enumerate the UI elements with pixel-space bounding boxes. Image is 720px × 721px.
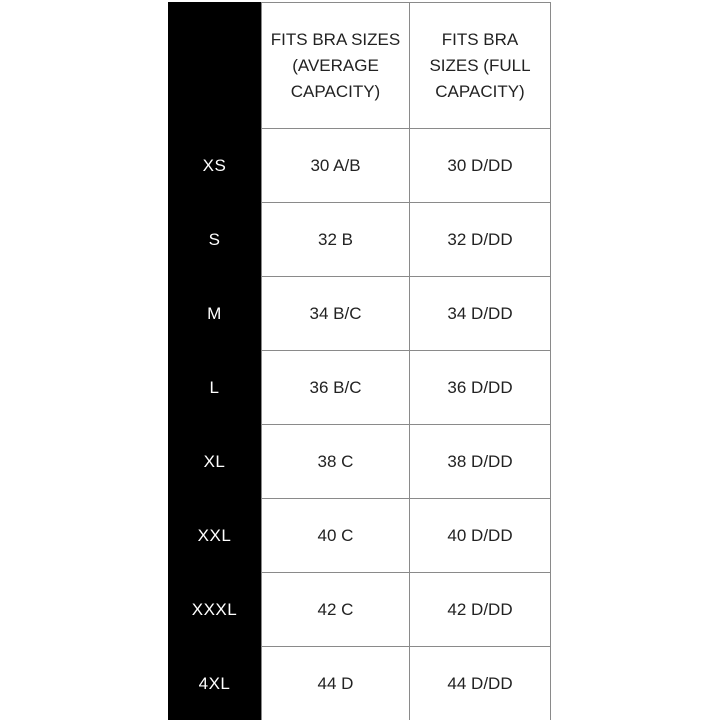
size-label: L	[209, 378, 220, 397]
size-column	[168, 2, 261, 720]
cell-average: 42 C	[261, 573, 410, 647]
size-label: 4XL	[198, 674, 231, 693]
cell-average: 32 B	[261, 203, 410, 277]
cell-full: 36 D/DD	[410, 351, 551, 425]
cell-full: 32 D/DD	[410, 203, 551, 277]
cell-average: 40 C	[261, 499, 410, 573]
cell-full: 42 D/DD	[410, 573, 551, 647]
cell-full: 38 D/DD	[410, 425, 551, 499]
cell-full: 40 D/DD	[410, 499, 551, 573]
cell-average: 44 D	[261, 647, 410, 720]
cell-average: 38 C	[261, 425, 410, 499]
size-label: XS	[202, 156, 227, 175]
header-full-capacity: FITS BRA SIZES (FULL CAPACITY)	[410, 2, 551, 129]
cell-average: 34 B/C	[261, 277, 410, 351]
cell-full: 34 D/DD	[410, 277, 551, 351]
size-label: XL	[203, 452, 226, 471]
cell-average: 30 A/B	[261, 129, 410, 203]
cell-full: 44 D/DD	[410, 647, 551, 720]
size-label: M	[207, 304, 222, 323]
cell-full: 30 D/DD	[410, 129, 551, 203]
cell-average: 36 B/C	[261, 351, 410, 425]
size-grid	[261, 2, 551, 720]
size-chart-table	[168, 2, 551, 720]
size-label: S	[208, 230, 221, 249]
size-label: XXXL	[191, 600, 238, 619]
header-average-capacity: FITS BRA SIZES (AVERAGE CAPACITY)	[261, 2, 410, 129]
size-label: XXL	[197, 526, 232, 545]
